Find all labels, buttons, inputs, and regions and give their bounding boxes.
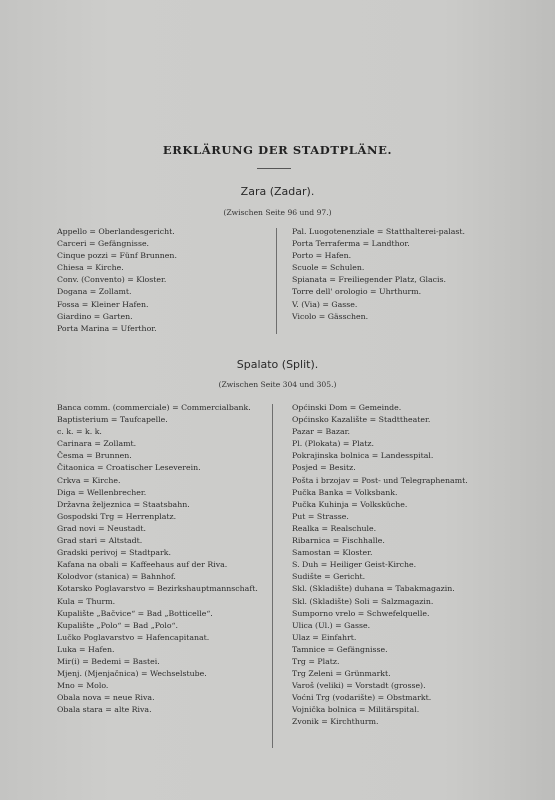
legend-entry: Kotarsko Poglavarstvo = Bezirkshauptmannschaft. xyxy=(57,584,258,594)
legend-entry: Porta Marina = Uferthor. xyxy=(57,323,157,333)
legend-column-zara-left xyxy=(57,226,265,335)
legend-entry: Banca comm. (commerciale) = Commercialbank. xyxy=(57,403,251,412)
legend-entry: Pučka Kuhinja = Volksküche. xyxy=(292,499,408,509)
legend-entry: Mir(i) = Bedemi = Bastei. xyxy=(57,656,160,666)
legend-entry: Put = Strasse. xyxy=(292,511,349,521)
legend-entry: Sudište = Gericht. xyxy=(292,572,366,582)
legend-entry: Kupalište „Bačvice“ = Bad „Botticelle“. xyxy=(57,608,213,618)
legend-entry: Općinsko Kazalište = Stadttheater. xyxy=(292,415,431,425)
legend-column-zara-right xyxy=(292,226,492,323)
legend-column-spalato-right xyxy=(292,402,492,729)
legend-entry: Luka = Hafen. xyxy=(57,644,115,654)
legend-entry: Carinara = Zollamt. xyxy=(57,439,137,449)
section-heading-spalato: Spalato (Split). xyxy=(236,358,319,371)
legend-entry: Scuole = Schulen. xyxy=(292,263,365,273)
legend-entry: Appello = Oberlandesgericht. xyxy=(57,227,175,236)
legend-entry: Gospodski Trg = Herrenplatz. xyxy=(57,511,177,521)
legend-entry: Pučka Banka = Volksbank. xyxy=(292,487,398,497)
legend-entry: Porto = Hafen. xyxy=(292,251,352,261)
legend-entry: Kula = Thurm. xyxy=(57,596,116,606)
legend-entry: Pošta i brzojav = Post- und Telegraphenamt. xyxy=(292,475,468,485)
legend-entry: Kafana na obali = Kaffeehaus auf der Riva. xyxy=(57,560,228,570)
legend-entry: Ulaz = Einfahrt. xyxy=(292,632,357,642)
legend-entry: Spianata = Freiliegender Platz, Glacis. xyxy=(292,275,446,285)
column-divider xyxy=(276,228,277,334)
legend-entry: Chiesa = Kirche. xyxy=(57,263,124,273)
legend-entry: Kolodvor (stanica) = Bahnhof. xyxy=(57,572,176,582)
legend-entry: Dogana = Zollamt. xyxy=(57,287,132,297)
legend-entry: Varoš (veliki) = Vorstadt (grosse). xyxy=(292,681,426,691)
legend-entry: Pokrajinska bolnica = Landesspital. xyxy=(292,451,434,461)
legend-entry: Državna željeznica = Staatsbahn. xyxy=(57,499,190,509)
legend-entry: Zvonik = Kirchthurm. xyxy=(292,717,379,727)
legend-entry: Mno = Molo. xyxy=(57,681,109,691)
legend-entry: Conv. (Convento) = Kloster. xyxy=(57,275,167,285)
legend-entry: Samostan = Kloster. xyxy=(292,548,373,558)
legend-entry: Pal. Luogotenenziale = Statthalterei-palast. xyxy=(292,227,465,236)
legend-entry: Diga = Wellenbrecher. xyxy=(57,487,147,497)
legend-entry: Obala nova = neue Riva. xyxy=(57,693,155,703)
legend-entry: Cinque pozzi = Fünf Brunnen. xyxy=(57,251,177,261)
legend-entry: Fossa = Kleiner Hafen. xyxy=(57,299,149,309)
legend-entry: Crkva = Kirche. xyxy=(57,475,121,485)
legend-entry: Mjenj. (Mjenjačnica) = Wechselstube. xyxy=(57,669,207,679)
section-heading-zara: Zara (Zadar). xyxy=(240,185,315,198)
legend-entry: Baptisterium = Taufcapelle. xyxy=(57,415,168,425)
legend-entry: Torre dell' orologio = Uhrthurm. xyxy=(292,287,422,297)
legend-entry: Gradski perivoj = Stadtpark. xyxy=(57,548,171,558)
legend-entry: Grad stari = Altstadt. xyxy=(57,536,143,546)
legend-entry: Trg = Platz. xyxy=(292,656,340,666)
legend-entry: Vicolo = Gässchen. xyxy=(292,311,369,321)
page-title: ERKLÄRUNG DER STADTPLÄNE. xyxy=(162,143,393,157)
legend-entry: Skl. (Skladište) Soli = Salzmagazin. xyxy=(292,596,434,606)
legend-entry: Općinski Dom = Gemeinde. xyxy=(292,403,402,412)
legend-entry: V. (Via) = Gasse. xyxy=(292,299,358,309)
section-pages-zara: (Zwischen Seite 96 und 97.) xyxy=(223,208,332,217)
legend-entry: Vojnička bolnica = Militärspital. xyxy=(292,705,420,715)
column-divider xyxy=(272,404,273,748)
legend-entry: Carceri = Gefängnisse. xyxy=(57,239,150,249)
legend-entry: Ulica (Ul.) = Gasse. xyxy=(292,620,371,630)
legend-entry: Sumporno vrelo = Schwefelquelle. xyxy=(292,608,430,618)
legend-entry: Realka = Realschule. xyxy=(292,523,377,533)
legend-entry: Posjed = Besitz. xyxy=(292,463,356,473)
legend-entry: Ribarnica = Fischhalle. xyxy=(292,536,385,546)
legend-column-spalato-left xyxy=(57,402,262,716)
legend-entry: Pazar = Bazar. xyxy=(292,427,351,437)
legend-entry: Voćni Trg (vodarište) = Obstmarkt. xyxy=(292,693,432,703)
legend-entry: Skl. (Skladište) duhana = Tabakmagazin. xyxy=(292,584,455,594)
legend-entry: Pl. (Plokata) = Platz. xyxy=(292,439,374,449)
legend-entry: Grad novi = Neustadt. xyxy=(57,523,147,533)
title-rule xyxy=(257,168,291,169)
legend-entry: Kupalište „Polo“ = Bad „Polo“. xyxy=(57,620,179,630)
legend-entry: Tamnice = Gefängnisse. xyxy=(292,644,388,654)
legend-entry: Česma = Brunnen. xyxy=(57,451,132,461)
legend-entry: c. k. = k. k. xyxy=(57,427,102,437)
legend-entry: Lučko Poglavarstvo = Hafencapitanat. xyxy=(57,632,210,642)
legend-entry: Porta Terraferma = Landthor. xyxy=(292,239,410,249)
section-pages-spalato: (Zwischen Seite 304 und 305.) xyxy=(218,380,337,389)
legend-entry: Giardino = Garten. xyxy=(57,311,133,321)
legend-entry: S. Duh = Heiliger Geist-Kirche. xyxy=(292,560,417,570)
legend-entry: Obala stara = alte Riva. xyxy=(57,705,152,715)
legend-entry: Trg Zeleni = Grünmarkt. xyxy=(292,669,391,679)
legend-entry: Čitaonica = Croatischer Leseverein. xyxy=(57,463,201,473)
